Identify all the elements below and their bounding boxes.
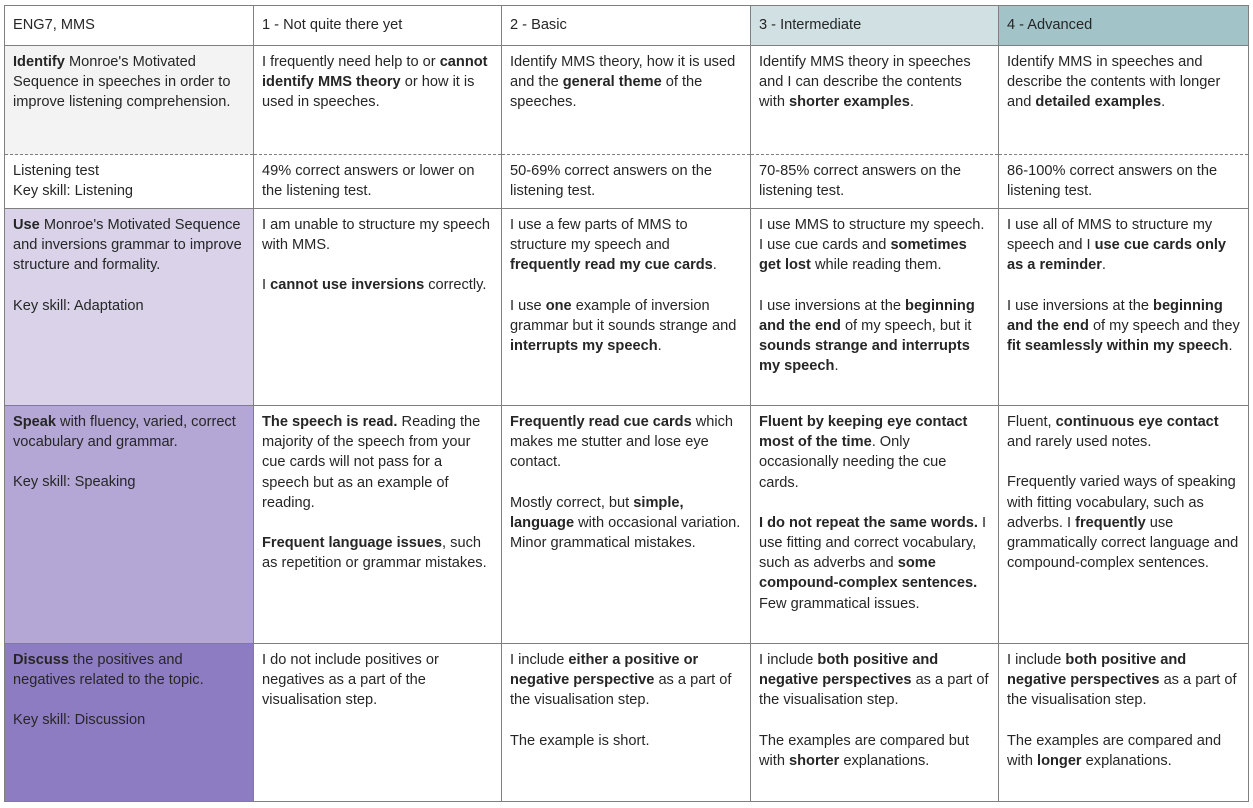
bold-text: sometimes get lost: [759, 237, 967, 274]
text: I use a few parts of MMS to structure my speech and: [510, 217, 688, 254]
level-1-header: [254, 6, 502, 46]
paragraph: [759, 412, 990, 493]
paragraph: [1007, 296, 1240, 357]
paragraph: I do not include positives or negatives as a part of the visualisation step.: [262, 652, 439, 709]
identify-criterion: [5, 46, 254, 155]
paragraph: [1007, 472, 1240, 573]
bold-text: interrupts my speech: [510, 338, 658, 355]
use-skill-label: Key skill: Adaptation: [13, 297, 144, 314]
paragraph: [262, 275, 493, 295]
text: The examples are compared but with: [759, 732, 970, 769]
text: example of inversion grammar but it sounds strange and: [510, 297, 737, 334]
bold-text: beginning and the end: [1007, 297, 1223, 334]
use-level-1: [254, 209, 502, 406]
bold-text: detailed examples: [1035, 94, 1162, 111]
text: as a part of the visualisation step.: [1007, 672, 1237, 709]
text: while reading them.: [810, 257, 942, 274]
text: Few grammatical issues.: [759, 595, 920, 612]
paragraph: [759, 215, 990, 276]
paragraph: [510, 412, 742, 473]
text: and rarely used notes.: [1007, 434, 1152, 451]
speak-criterion-text: with fluency, varied, correct vocabulary and grammar.: [13, 414, 236, 451]
listening-level-1: 49% correct answers or lower on the listening test.: [254, 155, 502, 209]
text: I: [262, 277, 271, 294]
bold-text: use cue cards only as a reminder: [1007, 237, 1227, 274]
discuss-level-1: [254, 644, 502, 802]
discuss-level-3: [751, 644, 999, 802]
use-level-3: [751, 209, 999, 406]
text: Reading the majority of the speech from your cue cards will not pass for a speech but as an example of reading.: [262, 414, 481, 511]
text: .: [1161, 94, 1166, 111]
listening-row: [5, 155, 1249, 209]
text: I use inversions at the: [1007, 297, 1154, 314]
level-2-label: 2 - Basic: [510, 17, 567, 33]
text: .: [1101, 257, 1106, 274]
level-2-header: [502, 6, 751, 46]
bold-text: both positive and negative perspectives: [759, 652, 939, 689]
speak-level-4: [999, 406, 1249, 644]
rubric-table: [4, 5, 1249, 802]
discuss-criterion-text: the positives and negatives related to the topic.: [13, 652, 204, 689]
identify-level-4: [999, 46, 1249, 155]
use-verb: Use: [13, 217, 40, 233]
bold-text: general theme: [562, 74, 662, 91]
text: Identify MMS in speeches and describe the contents with longer and: [1007, 54, 1221, 111]
paragraph: [262, 533, 493, 573]
bold-text: fit seamlessly within my speech: [1007, 338, 1229, 355]
text: Mostly correct, but: [510, 494, 634, 511]
identify-level-2: [502, 46, 751, 155]
bold-text: frequently: [1075, 514, 1146, 531]
text: I use all of MMS to structure my speech and I: [1007, 217, 1213, 254]
paragraph: [759, 731, 990, 771]
discuss-row: [5, 644, 1249, 802]
bold-text: either a positive or negative perspective: [510, 652, 699, 689]
listening-level-4: 86-100% correct answers on the listening test.: [999, 155, 1249, 209]
text: of the speeches.: [510, 74, 703, 111]
bold-text: Fluent by keeping eye contact most of the time: [759, 414, 968, 451]
text: Identify MMS theory, how it is used and the: [510, 54, 736, 91]
text: , such as repetition or grammar mistakes.: [262, 535, 487, 572]
bold-text: both positive and negative perspectives: [1007, 652, 1187, 689]
bold-text: frequently read my cue cards: [510, 257, 713, 274]
paragraph: [759, 513, 990, 614]
text: I use: [510, 297, 546, 314]
paragraph: The example is short.: [510, 732, 650, 749]
bold-text: cannot identify MMS theory: [262, 54, 488, 91]
text: .: [712, 257, 717, 274]
text: I frequently need help to or: [262, 54, 440, 70]
bold-text: cannot use inversions: [270, 277, 425, 294]
text: with occasional variation. Minor grammatical mistakes.: [510, 514, 741, 552]
text: explanations.: [839, 752, 930, 769]
paragraph: [759, 650, 990, 711]
listening-level-2: 50-69% correct answers on the listening test.: [502, 155, 751, 209]
text: .: [657, 338, 662, 355]
listening-criterion: [5, 155, 254, 209]
paragraph: [510, 215, 742, 276]
use-level-2: [502, 209, 751, 406]
paragraph: [1007, 650, 1240, 711]
identify-row: [5, 46, 1249, 155]
speak-criterion: [5, 406, 254, 644]
course-title: ENG7, MMS: [13, 17, 95, 33]
bold-text: continuous eye contact: [1055, 414, 1219, 430]
paragraph: [1007, 412, 1240, 452]
bold-text: shorter: [789, 752, 840, 769]
listening-skill-label: Key skill: Listening: [13, 183, 134, 200]
text: I include: [510, 652, 569, 668]
text: . Only occasionally needing the cue cards.: [759, 434, 947, 491]
text: Identify MMS theory in speeches and I can describe the contents with: [759, 54, 971, 111]
text: as a part of the visualisation step.: [510, 672, 732, 709]
use-criterion-text: Monroe's Motivated Sequence and inversions grammar to improve structure and formality.: [13, 217, 242, 274]
speak-verb: Speak: [13, 414, 56, 430]
paragraph: [510, 493, 742, 554]
text: Frequently varied ways of speaking with fitting vocabulary, such as adverbs. I: [1007, 474, 1236, 531]
bold-text: longer: [1037, 752, 1082, 769]
text: I include: [1007, 652, 1066, 668]
paragraph: [510, 650, 742, 711]
identify-level-1: [254, 46, 502, 155]
bold-text: I do not repeat the same words.: [759, 514, 978, 531]
bold-text: one: [545, 297, 572, 314]
use-row: [5, 209, 1249, 406]
use-level-4: [999, 209, 1249, 406]
text: I use MMS to structure my speech. I use cue cards and: [759, 217, 985, 254]
level-3-header: [751, 6, 999, 46]
level-1-label: 1 - Not quite there yet: [262, 17, 403, 33]
discuss-criterion: [5, 644, 254, 802]
paragraph: [1007, 215, 1240, 276]
discuss-level-2: [502, 644, 751, 802]
text: explanations.: [1081, 752, 1172, 769]
header-row: [5, 6, 1249, 46]
identify-criterion-text: Monroe's Motivated Sequence in speeches in order to improve listening comprehension.: [13, 54, 231, 111]
level-3-label: 3 - Intermediate: [759, 17, 862, 33]
bold-text: some compound-complex sentences.: [759, 555, 978, 592]
text: .: [1228, 338, 1233, 355]
discuss-level-4: [999, 644, 1249, 802]
text: .: [834, 358, 839, 375]
paragraph: I am unable to structure my speech with MMS.: [262, 217, 490, 254]
text: correctly.: [424, 277, 487, 294]
level-4-label: 4 - Advanced: [1007, 17, 1093, 33]
paragraph: [262, 412, 493, 513]
text: I use inversions at the: [759, 297, 906, 314]
discuss-verb: Discuss: [13, 652, 69, 668]
speak-row: [5, 406, 1249, 644]
paragraph: [759, 296, 990, 377]
text: The examples are compared and with: [1007, 732, 1222, 769]
text: or how it is used in speeches.: [262, 74, 475, 111]
text: I use fitting and correct vocabulary, such as adverbs and: [759, 514, 987, 572]
bold-text: sounds strange and interrupts my speech: [759, 338, 970, 375]
use-criterion: [5, 209, 254, 406]
identify-verb: Identify: [13, 54, 65, 70]
paragraph: [1007, 731, 1240, 771]
paragraph: [510, 296, 742, 357]
text: .: [909, 94, 914, 111]
speak-level-1: [254, 406, 502, 644]
course-header: [5, 6, 254, 46]
text: as a part of the visualisation step.: [759, 672, 989, 709]
text: I include: [759, 652, 818, 668]
listening-test-label: Listening test: [13, 163, 99, 179]
text: which makes me stutter and lose eye contact.: [510, 414, 734, 471]
text: use grammatically correct language and compound-complex sentences.: [1007, 514, 1239, 572]
text: Fluent,: [1007, 414, 1056, 430]
speak-level-3: [751, 406, 999, 644]
bold-text: The speech is read.: [262, 414, 398, 430]
identify-level-3: [751, 46, 999, 155]
level-4-header: [999, 6, 1249, 46]
speak-level-2: [502, 406, 751, 644]
discuss-skill-label: Key skill: Discussion: [13, 712, 146, 729]
speak-skill-label: Key skill: Speaking: [13, 474, 136, 491]
text: of my speech, but it: [840, 317, 972, 334]
bold-text: beginning and the end: [759, 297, 975, 334]
bold-text: simple, language: [510, 494, 684, 531]
bold-text: shorter examples: [789, 94, 910, 111]
bold-text: Frequently read cue cards: [510, 414, 692, 430]
bold-text: Frequent language issues: [262, 535, 443, 552]
listening-level-3: 70-85% correct answers on the listening test.: [751, 155, 999, 209]
text: of my speech and they: [1088, 317, 1240, 334]
